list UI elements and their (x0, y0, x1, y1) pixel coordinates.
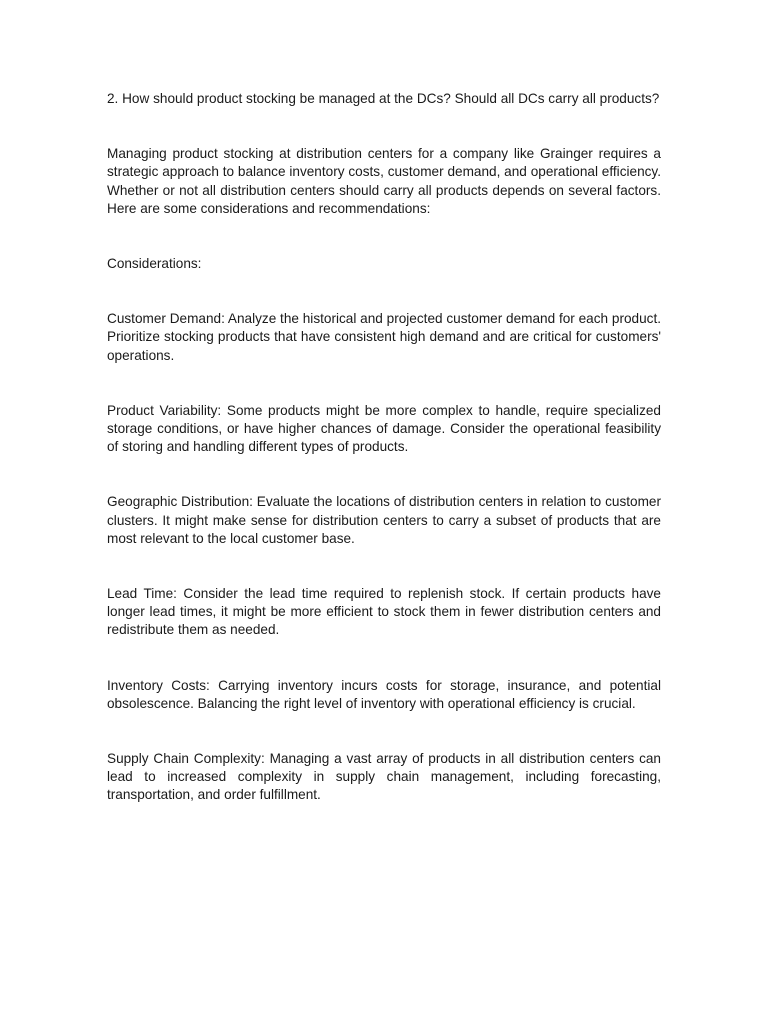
considerations-heading: Considerations: (107, 256, 202, 272)
question-paragraph: 2. How should product stocking be managed at the DCs? Should all DCs carry all products? (107, 91, 660, 106)
consideration-product-variability: Product Variability: Some products might be more complex to handle, require specialized storage conditions, or have higher chances of damage. Consider the operational feasibility of storing and handling different types of products. (107, 402, 661, 455)
intro-paragraph: Managing product stocking at distribution centers for a company like Grainger requires a strategic approach to balance inventory costs, customer demand, and operational efficiency. Whether or not all distribution centers should carry all products depends on several factors. Here are some considerations and recommendations: (107, 146, 661, 216)
consideration-inventory-costs: Inventory Costs: Carrying inventory incurs costs for storage, insurance, and potential obsolescence. Balancing the right level of inventory with operational efficiency is crucial. (107, 677, 661, 711)
consideration-lead-time: Lead Time: Consider the lead time required to replenish stock. If certain products have longer lead times, it might be more efficient to stock them in fewer distribution centers and redistribute them as needed. (107, 586, 661, 638)
consideration-customer-demand: Customer Demand: Analyze the historical and projected customer demand for each product. Prioritize stocking products that have consistent high demand and are critical for customers' operations. (107, 311, 661, 363)
consideration-supply-chain-complexity: Supply Chain Complexity: Managing a vast array of products in all distribution centers can lead to increased complexity in supply chain management, including forecasting, transportation, and order fulfillment. (107, 751, 661, 803)
document-body (107, 90, 661, 842)
consideration-geographic-distribution: Geographic Distribution: Evaluate the locations of distribution centers in relation to customer clusters. It might make sense for distribution centers to carry a subset of products that are most relevant to the local customer base. (107, 494, 661, 546)
